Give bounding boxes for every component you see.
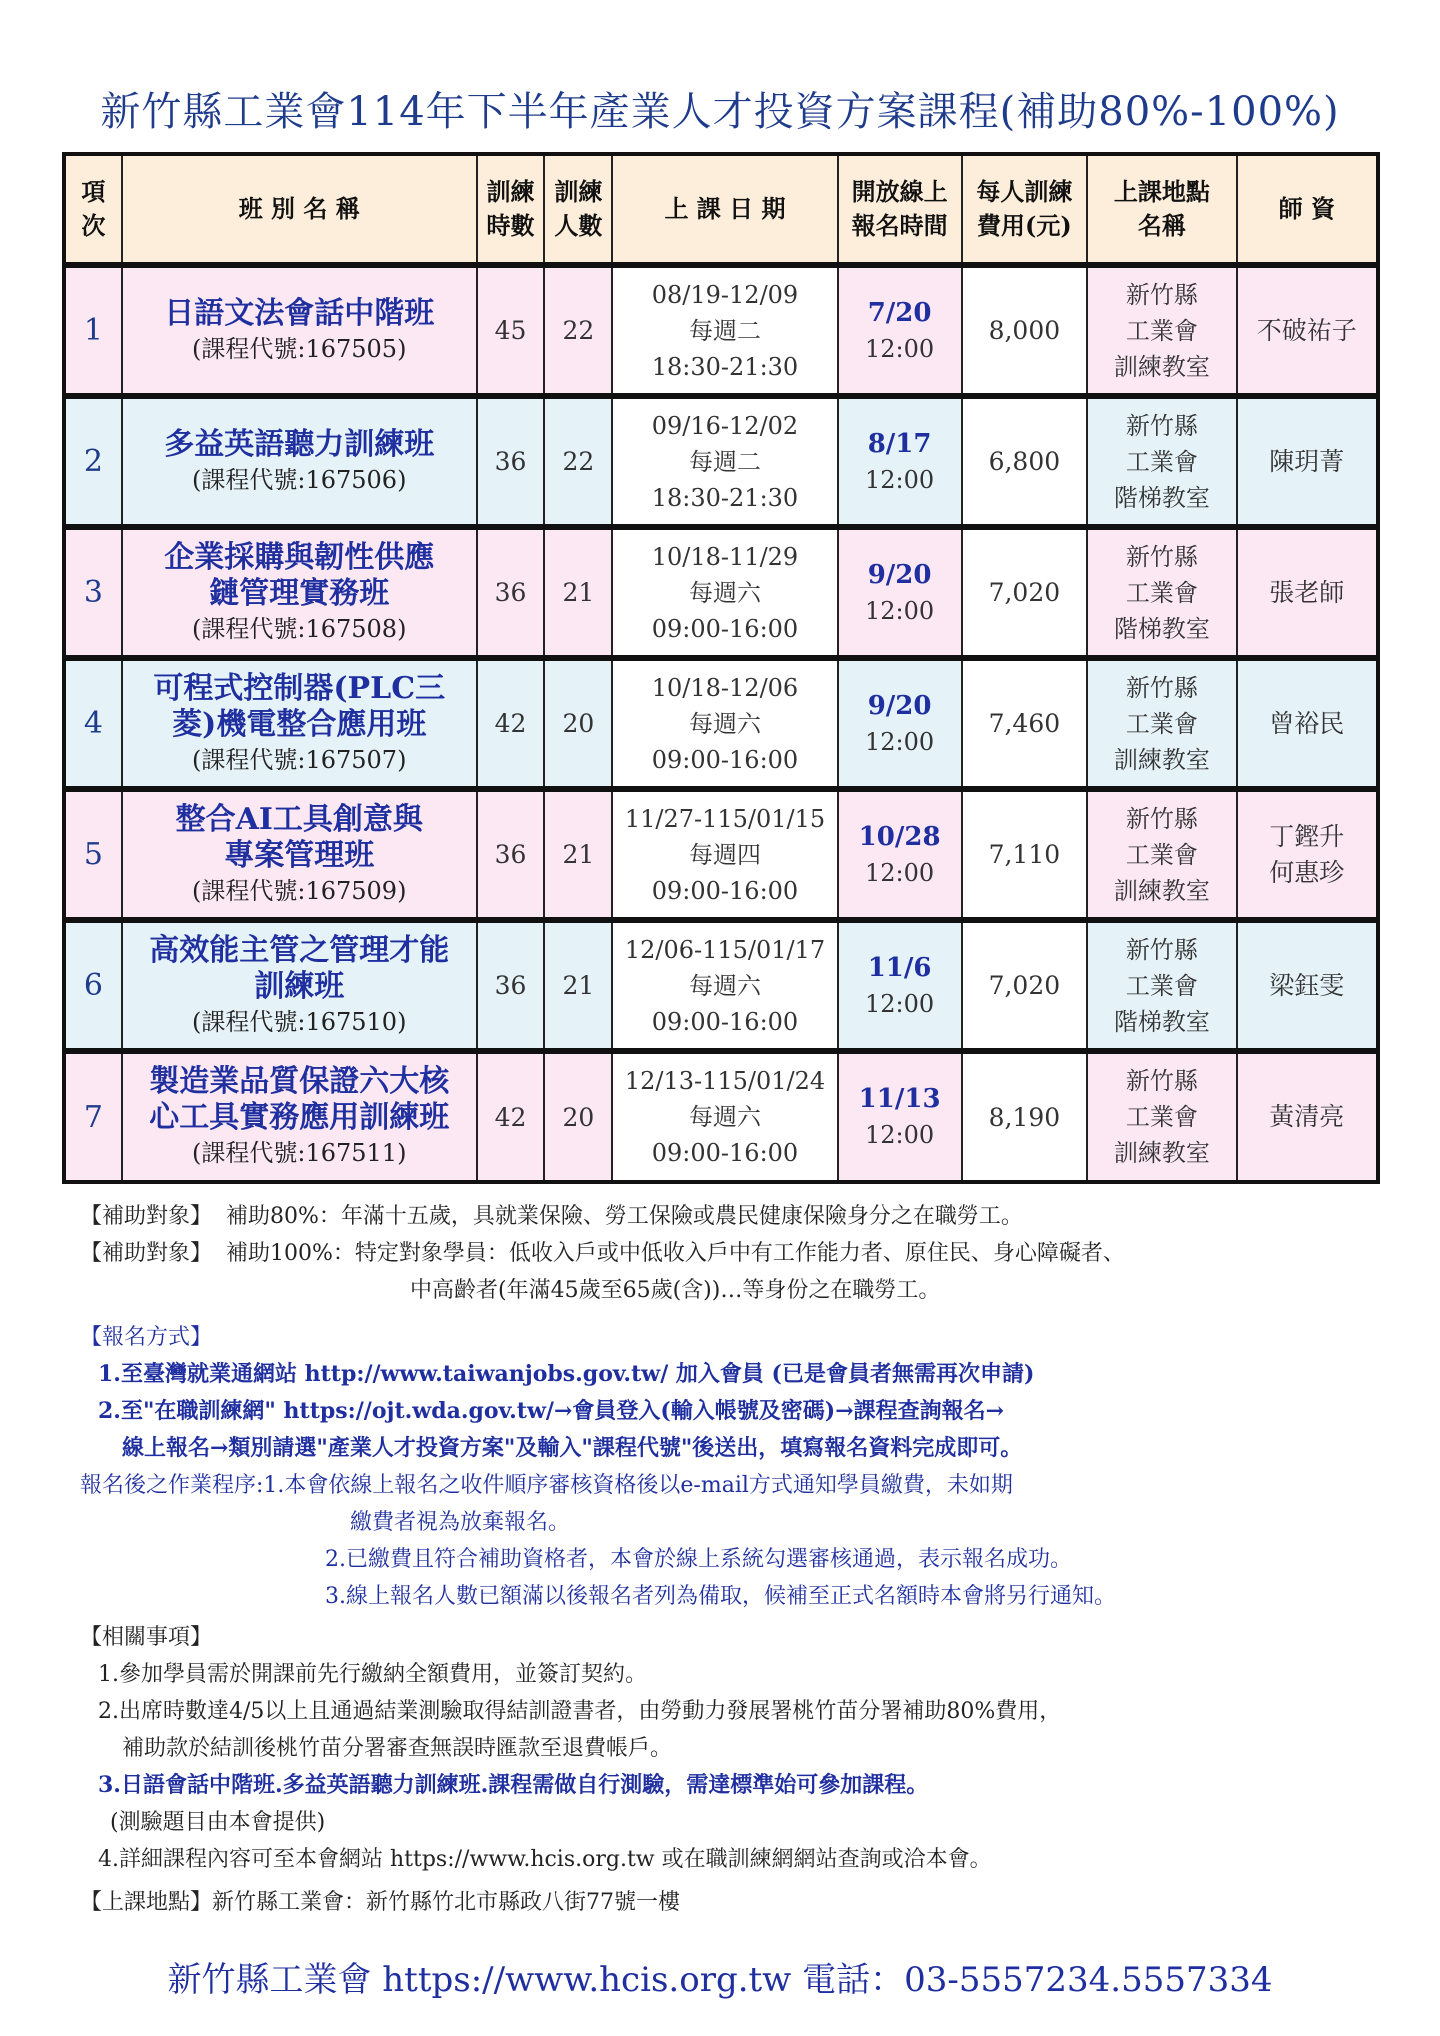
dates-line: 18:30-21:30 [651,352,799,381]
loc-line: 訓練教室 [1113,745,1210,774]
cell-people: 22 [544,265,612,396]
cell-no: 6 [64,920,122,1051]
cell-location [1087,265,1236,396]
cell-dates [612,1051,837,1182]
cell-teacher [1237,658,1378,789]
related-item-2-cont: 補助款於結訓後桃竹苗分署審查無誤時匯款至退費帳戶。 [122,1736,673,1761]
reg-time: 12:00 [865,1121,935,1149]
cell-hours: 42 [477,1051,545,1182]
dates-line: 09:00-16:00 [651,614,799,643]
name-line: 整合AI工具創意與 [175,801,423,837]
dates-line: 09:00-16:00 [651,1139,799,1167]
cell-teacher [1237,789,1378,920]
cell-fee: 8,190 [962,1051,1088,1182]
cell-people: 20 [544,1051,612,1182]
loc-line: 階梯教室 [1113,614,1210,643]
cell-dates [612,789,837,920]
subsidy-label: 【補助對象】 [80,1204,213,1229]
cell-course-name [122,1051,477,1182]
teacher-line: 丁鏗升 [1269,821,1345,851]
reg-time: 12:00 [865,465,935,494]
cell-dates [612,920,837,1051]
loc-line: 新竹縣 [1125,1067,1198,1095]
teacher-line: 陳玥菁 [1269,446,1345,476]
cell-location [1087,658,1236,789]
cell-registration [838,527,962,658]
name-line: 日語文法會話中階班 [164,295,435,331]
reg-date: 7/20 [867,297,932,328]
loc-line: 訓練教室 [1113,1139,1210,1167]
subsidy-100: 補助100%：特定對象學員：低收入戶或中低收入戶中有工作能力者、原住民、身心障礙者、 [226,1241,1125,1266]
name-line: 鏈管理實務班 [209,575,390,611]
subsidy-line-1 [80,1198,1380,1235]
loc-line: 階梯教室 [1113,1007,1210,1036]
header-hours: 訓練 時數 [477,154,545,265]
header-reg: 開放線上 報名時間 [838,154,962,265]
cell-course-name [122,265,477,396]
cell-location [1087,789,1236,920]
dates-line: 10/18-11/29 [651,542,799,571]
cell-people: 21 [544,789,612,920]
dates-line: 09/16-12/02 [651,411,799,440]
teacher-line: 曾裕民 [1269,708,1345,738]
table-row [64,527,1378,658]
loc-line: 工業會 [1125,1103,1198,1131]
page-title: 新竹縣工業會114年下半年產業人才投資方案課程(補助80%-100%) [100,89,1340,135]
course-code: (課程代號:167507) [192,745,407,774]
subsidy-80: 補助80%：年滿十五歲，具就業保險、勞工保險或農民健康保險身分之在職勞工。 [226,1204,1023,1229]
cell-fee: 7,020 [962,527,1088,658]
cell-registration [838,789,962,920]
related-heading: 【相關事項】 [80,1625,213,1650]
registration-heading: 【報名方式】 [80,1325,213,1350]
cell-location [1087,527,1236,658]
loc-line: 訓練教室 [1113,876,1210,905]
footer-contact: 新竹縣工業會 https://www.hcis.org.tw 電話：03-5557234.5557334 [167,1960,1273,2000]
header-name: 班 別 名 稱 [122,154,477,265]
loc-line: 訓練教室 [1113,352,1210,381]
dates-line: 10/18-12/06 [651,673,799,702]
cell-people: 21 [544,920,612,1051]
name-line: 訓練班 [254,968,345,1004]
name-line: 菱)機電整合應用班 [172,706,427,742]
procedure-3: 3.線上報名人數已額滿以後報名者列為備取，候補至正式名額時本會將另行通知。 [325,1584,1116,1609]
related-item-3: 3.日語會話中階班.多益英語聽力訓練班.課程需做自行測驗，需達標準始可參加課程。 [98,1772,929,1798]
reg-time: 12:00 [865,334,935,363]
cell-hours: 36 [477,396,545,527]
table-row [64,920,1378,1051]
cell-hours: 36 [477,789,545,920]
dates-line: 11/27-115/01/15 [624,804,826,833]
cell-dates [612,396,837,527]
cell-teacher [1237,396,1378,527]
cell-dates [612,527,837,658]
loc-line: 新竹縣 [1125,280,1198,309]
reg-date: 10/28 [858,821,941,852]
dates-line: 每週六 [688,971,761,1000]
course-code: (課程代號:167505) [192,334,407,363]
dates-line: 09:00-16:00 [651,876,799,905]
loc-line: 新竹縣 [1125,673,1198,702]
table-row [64,658,1378,789]
cell-no: 3 [64,527,122,658]
loc-line: 新竹縣 [1125,935,1198,964]
reg-time: 12:00 [865,596,935,625]
dates-line: 18:30-21:30 [651,483,799,512]
cell-no: 7 [64,1051,122,1182]
loc-line: 階梯教室 [1113,483,1210,512]
header-people: 訓練 人數 [544,154,612,265]
loc-line: 新竹縣 [1125,804,1198,833]
cell-course-name [122,527,477,658]
cell-teacher [1237,265,1378,396]
course-code: (課程代號:167506) [192,465,407,494]
name-line: 高效能主管之管理才能 [149,932,450,968]
name-line: 製造業品質保證六大核 [149,1064,450,1099]
cell-people: 22 [544,396,612,527]
cell-location [1087,396,1236,527]
name-line: 多益英語聽力訓練班 [164,426,435,462]
loc-line: 工業會 [1125,709,1198,738]
cell-fee: 6,800 [962,396,1088,527]
cell-registration [838,396,962,527]
subsidy-line-3: 中高齡者(年滿45歲至65歲(含))…等身份之在職勞工。 [410,1278,941,1303]
cell-no: 4 [64,658,122,789]
cell-people: 21 [544,527,612,658]
cell-hours: 36 [477,920,545,1051]
dates-line: 每週二 [688,447,761,476]
dates-line: 09:00-16:00 [651,745,799,774]
cell-hours: 45 [477,265,545,396]
dates-line: 12/06-115/01/17 [624,935,826,964]
course-code: (課程代號:167508) [192,614,407,643]
cell-no: 5 [64,789,122,920]
dates-line: 每週六 [688,578,761,607]
table-row [64,1051,1378,1182]
cell-location [1087,920,1236,1051]
loc-line: 新竹縣 [1125,411,1198,440]
course-code: (課程代號:167511) [192,1139,407,1167]
cell-course-name [122,396,477,527]
subsidy-line-2 [80,1235,1380,1272]
reg-date: 9/20 [867,559,932,590]
cell-dates [612,658,837,789]
course-code: (課程代號:167509) [192,876,407,905]
teacher-line: 不破祐子 [1256,315,1357,345]
loc-line: 工業會 [1125,840,1198,869]
table-row [64,789,1378,920]
loc-line: 工業會 [1125,447,1198,476]
procedure-1-cont: 繳費者視為放棄報名。 [350,1510,571,1535]
teacher-line: 梁鈺雯 [1269,970,1345,1000]
table-row [64,396,1378,527]
procedure-1: 報名後之作業程序:1.本會依線上報名之收件順序審核資格後以e-mail方式通知學員繳費，未如期 [80,1473,1013,1498]
loc-line: 工業會 [1125,971,1198,1000]
name-line: 心工具實務應用訓練班 [149,1100,450,1135]
related-item-4: 4.詳細課程內容可至本會網站 https://www.hcis.org.tw 或在職訓練網網站查詢或洽本會。 [98,1847,992,1872]
cell-hours: 42 [477,658,545,789]
header-fee: 每人訓練 費用(元) [962,154,1088,265]
cell-registration [838,658,962,789]
cell-fee: 8,000 [962,265,1088,396]
procedure-2: 2.已繳費且符合補助資格者，本會於線上系統勾選審核通過，表示報名成功。 [325,1547,1072,1572]
cell-course-name [122,789,477,920]
dates-line: 每週二 [688,316,761,345]
loc-line: 工業會 [1125,316,1198,345]
teacher-line: 何惠珍 [1269,857,1345,887]
dates-line: 每週六 [688,1103,761,1131]
cell-fee: 7,110 [962,789,1088,920]
table-row [64,265,1378,396]
name-line: 可程式控制器(PLC三 [153,670,446,706]
reg-date: 11/6 [867,952,932,983]
cell-hours: 36 [477,527,545,658]
loc-line: 工業會 [1125,578,1198,607]
header-dates: 上 課 日 期 [612,154,837,265]
dates-line: 每週六 [688,709,761,738]
cell-course-name [122,658,477,789]
reg-time: 12:00 [865,989,935,1018]
registration-item-2-cont: 線上報名→類別請選"產業人才投資方案"及輸入"課程代號"後送出，填寫報名資料完成即可。 [122,1435,1023,1461]
cell-no: 2 [64,396,122,527]
cell-registration [838,920,962,1051]
cell-no: 1 [64,265,122,396]
dates-line: 每週四 [688,840,761,869]
related-item-3-cont: (測驗題目由本會提供) [110,1810,326,1835]
registration-item-1: 1.至臺灣就業通網站 http://www.taiwanjobs.gov.tw/ 加入會員 (已是會員者無需再次申請) [98,1361,1035,1387]
cell-teacher [1237,1051,1378,1182]
cell-fee: 7,020 [962,920,1088,1051]
dates-line: 09:00-16:00 [651,1007,799,1036]
cell-teacher [1237,920,1378,1051]
header-teacher: 師 資 [1237,154,1378,265]
dates-line: 08/19-12/09 [651,280,799,309]
table-header-row [64,154,1378,265]
cell-registration [838,1051,962,1182]
subsidy-label: 【補助對象】 [80,1241,213,1266]
teacher-line: 張老師 [1269,577,1345,607]
cell-teacher [1237,527,1378,658]
name-line: 專案管理班 [224,837,375,873]
related-item-1: 1.參加學員需於開課前先行繳納全額費用，並簽訂契約。 [98,1662,647,1687]
cell-location [1087,1051,1236,1182]
loc-line: 新竹縣 [1125,542,1198,571]
cell-people: 20 [544,658,612,789]
registration-item-2: 2.至"在職訓練網" https://ojt.wda.gov.tw/→會員登入(輸入帳號及密碼)→課程查詢報名→ [98,1398,1005,1424]
cell-registration [838,265,962,396]
header-loc: 上課地點 名稱 [1087,154,1236,265]
course-code: (課程代號:167510) [192,1007,407,1036]
reg-time: 12:00 [865,727,935,756]
class-location: 【上課地點】新竹縣工業會：新竹縣竹北市縣政八街77號一樓 [80,1890,680,1915]
cell-dates [612,265,837,396]
reg-date: 8/17 [867,428,932,459]
reg-date: 11/13 [858,1084,941,1114]
reg-time: 12:00 [865,858,935,887]
name-line: 企業採購與韌性供應 [164,539,435,575]
notes-section [80,1198,1380,1921]
related-item-2: 2.出席時數達4/5以上且通過結業測驗取得結訓證書者，由勞動力發展署桃竹苗分署補助80%費用， [98,1699,1062,1724]
reg-date: 9/20 [867,690,932,721]
cell-fee: 7,460 [962,658,1088,789]
dates-line: 12/13-115/01/24 [624,1067,826,1095]
teacher-line: 黃清亮 [1269,1102,1345,1131]
course-table [62,152,1380,1184]
cell-course-name [122,920,477,1051]
header-no: 項 次 [64,154,122,265]
